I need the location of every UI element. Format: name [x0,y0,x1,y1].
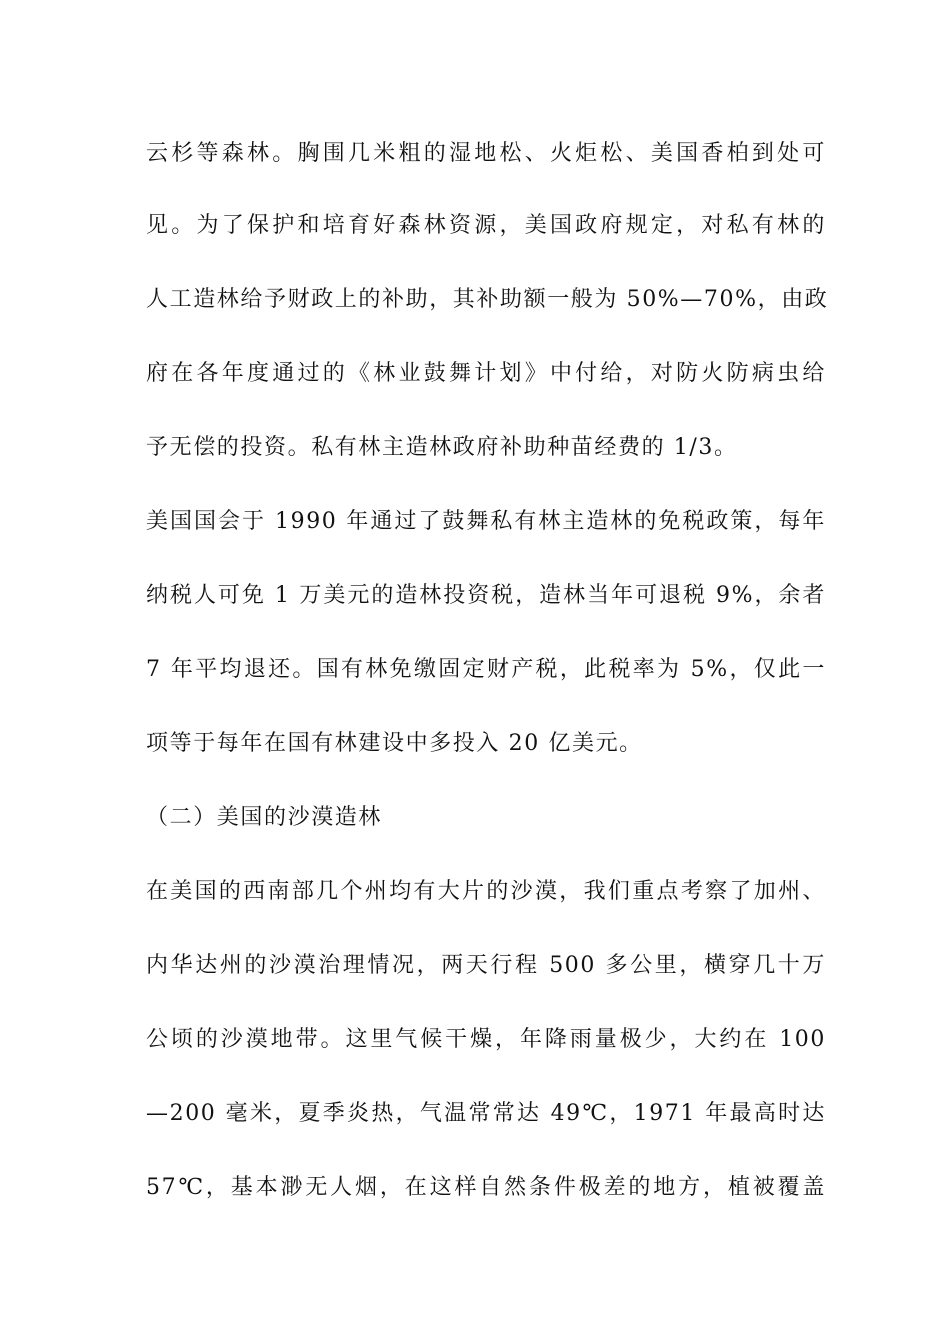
paragraph-line: 予无偿的投资。私有林主造林政府补助种苗经费的 1/3。 [146,435,738,460]
paragraph-line: 57℃，基本渺无人烟，在这样自然条件极差的地方，植被覆盖 [146,1175,826,1200]
paragraph-line: 在美国的西南部几个州均有大片的沙漠，我们重点考察了加州、 [146,879,826,904]
paragraph-line: 府在各年度通过的《林业鼓舞计划》中付给，对防火防病虫给 [146,361,826,386]
paragraph-line: 人工造林给予财政上的补助，其补助额一般为 50%—70%，由政 [146,287,829,312]
paragraph-line: 见。为了保护和培育好森林资源，美国政府规定，对私有林的 [146,213,826,238]
paragraph-line: —200 毫米，夏季炎热，气温常常达 49℃，1971 年最高时达 [146,1101,826,1126]
paragraph-line: 美国国会于 1990 年通过了鼓舞私有林主造林的免税政策，每年 [146,509,826,534]
paragraph-line: 纳税人可免 1 万美元的造林投资税，造林当年可退税 9%，余者 [146,583,826,608]
paragraph-line: 项等于每年在国有林建设中多投入 20 亿美元。 [146,731,643,756]
paragraph-line: 公顷的沙漠地带。这里气候干燥，年降雨量极少，大约在 100 [146,1027,826,1052]
section-heading: （二）美国的沙漠造林 [146,805,383,830]
paragraph-line: 内华达州的沙漠治理情况，两天行程 500 多公里，横穿几十万 [146,953,826,978]
paragraph-line: 云杉等森林。胸围几米粗的湿地松、火炬松、美国香柏到处可 [146,141,826,166]
paragraph-line: 7 年平均退还。国有林免缴固定财产税，此税率为 5%，仅此一 [146,657,826,682]
